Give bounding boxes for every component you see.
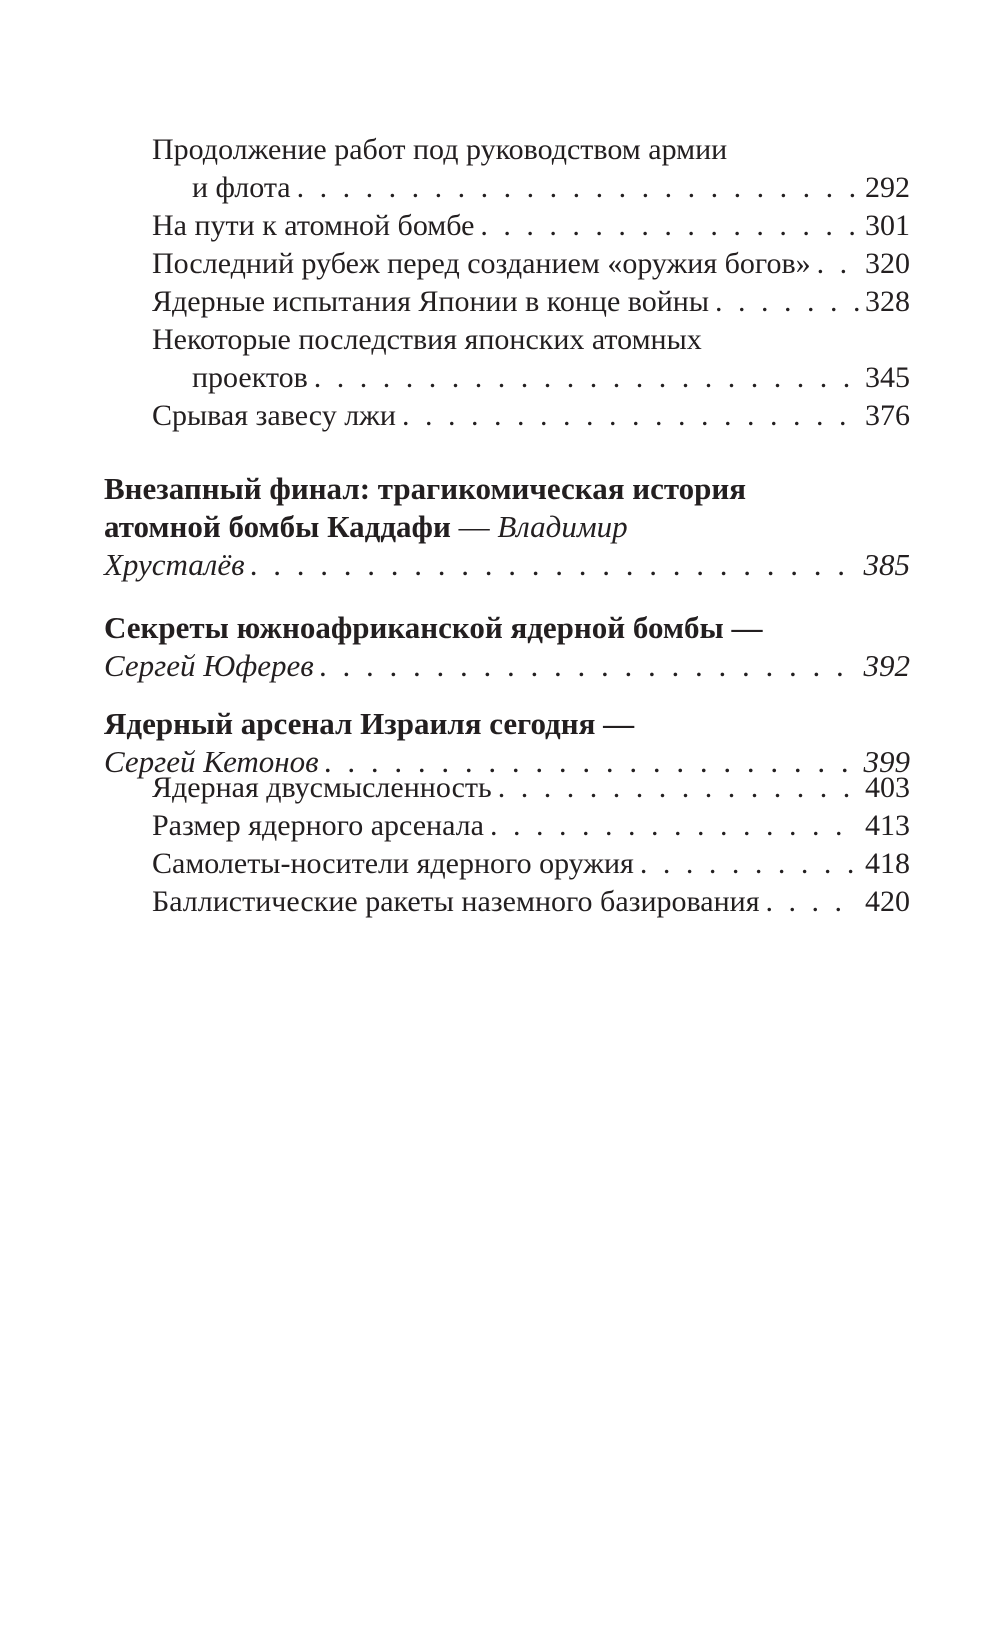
page-number: 320 bbox=[865, 247, 910, 280]
toc-chapter bbox=[104, 609, 910, 685]
page-number: 420 bbox=[865, 885, 910, 918]
chapter-title: Ядерный арсенал Израиля сегодня — bbox=[104, 706, 635, 741]
toc-entry bbox=[104, 359, 910, 397]
page-number: 385 bbox=[863, 547, 910, 582]
dot-leader bbox=[715, 283, 859, 321]
toc-entry-text: проектов bbox=[192, 361, 308, 394]
toc-entry-title bbox=[104, 321, 910, 359]
toc-entry-text: и флота bbox=[192, 171, 291, 204]
toc-entry bbox=[104, 647, 910, 685]
toc-entry-text: Срывая завесу лжи bbox=[152, 399, 396, 432]
dot-leader bbox=[817, 245, 859, 283]
toc-entry bbox=[104, 169, 910, 207]
page-number: 376 bbox=[865, 399, 910, 432]
page-number: 399 bbox=[863, 744, 910, 779]
chapter-title: атомной бомбы Каддафи — Владимир bbox=[104, 509, 628, 544]
toc-entry bbox=[104, 546, 910, 584]
toc-entry bbox=[104, 245, 910, 283]
dot-leader bbox=[314, 359, 859, 397]
toc-entry bbox=[104, 283, 910, 321]
toc-subsection-list bbox=[104, 131, 910, 435]
dot-leader bbox=[402, 397, 859, 435]
toc-entry bbox=[104, 845, 910, 883]
toc-entry bbox=[104, 397, 910, 435]
toc-entry-text: Размер ядерного арсенала bbox=[152, 809, 484, 842]
chapter-author: Сергей Кетонов bbox=[104, 744, 319, 779]
page-number: 403 bbox=[865, 771, 910, 804]
page-number: 301 bbox=[865, 209, 910, 242]
chapter-author: Хрусталёв bbox=[104, 547, 245, 582]
dot-leader bbox=[640, 845, 859, 883]
page-number: 345 bbox=[865, 361, 910, 394]
dot-leader bbox=[320, 647, 858, 685]
dot-leader bbox=[480, 207, 859, 245]
page-number: 292 bbox=[865, 171, 910, 204]
toc-entry-title bbox=[104, 131, 910, 169]
toc-entry-text: Самолеты-носители ядерного оружия bbox=[152, 847, 634, 880]
dot-leader bbox=[766, 883, 859, 921]
dot-leader bbox=[251, 546, 858, 584]
toc-entry-text: Ядерные испытания Японии в конце войны bbox=[152, 285, 709, 318]
toc-entry-text: Последний рубеж перед созданием «оружия богов» bbox=[152, 247, 811, 280]
chapter-author: Владимир bbox=[497, 509, 628, 544]
dot-leader bbox=[498, 769, 859, 807]
chapter-author: Сергей Юферев bbox=[104, 648, 314, 683]
toc-entry-text: Баллистические ракеты наземного базирования bbox=[152, 885, 760, 918]
page-number: 392 bbox=[863, 648, 910, 683]
toc-entry-text: Продолжение работ под руководством армии bbox=[152, 133, 728, 166]
toc-chapter bbox=[104, 470, 910, 584]
chapter-title: Секреты южноафриканской ядерной бомбы — bbox=[104, 610, 763, 645]
toc-entry bbox=[104, 207, 910, 245]
page-number: 328 bbox=[865, 285, 910, 318]
toc-subsection-list bbox=[104, 769, 910, 921]
toc-entry bbox=[104, 807, 910, 845]
toc-entry bbox=[104, 883, 910, 921]
toc-entry bbox=[104, 769, 910, 807]
toc-entry-text: Некоторые последствия японских атомных bbox=[152, 323, 702, 356]
toc-entry-text: Ядерная двусмысленность bbox=[152, 771, 492, 804]
page-number: 413 bbox=[865, 809, 910, 842]
dot-leader bbox=[297, 169, 859, 207]
toc-entry-text: На пути к атомной бомбе bbox=[152, 209, 475, 242]
chapter-title: Внезапный финал: трагикомическая история bbox=[104, 471, 747, 506]
dot-leader bbox=[490, 807, 859, 845]
page-number: 418 bbox=[865, 847, 910, 880]
